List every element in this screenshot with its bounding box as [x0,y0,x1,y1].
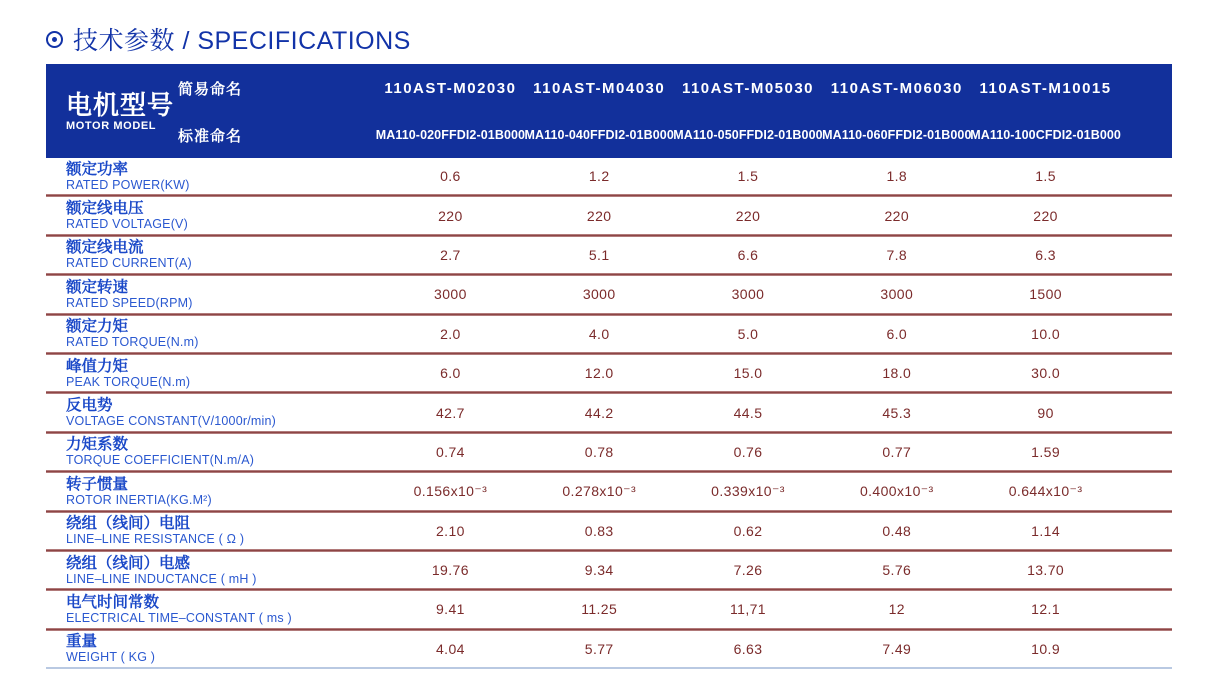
section-title-text: 技术参数 / SPECIFICATIONS [73,27,411,55]
row-rated-torque [46,316,1172,352]
row-label [66,476,376,507]
spec-value-cell: 2.7 [440,246,461,263]
spec-value-cell: 1.5 [1035,168,1056,185]
model-column-header [674,64,823,158]
row-label-en: RATED TORQUE(N.m) [66,335,199,350]
header-label-area [66,64,376,158]
row-voltage-constant [46,394,1172,430]
spec-value-cell: 3000 [582,286,616,303]
spec-value-cell: 3000 [731,286,765,303]
row-label-en: ROTOR INERTIA(KG.M²) [66,492,212,507]
spec-value-cell: 0.400x10⁻³ [859,482,934,499]
model-standard-name: MA110-100CFDI2-01B000 [970,128,1121,142]
spec-value-cell: 11.25 [581,601,618,618]
row-label-zh: 额定线电流 [66,239,144,257]
circle-dot-icon [46,31,63,48]
row-label-zh: 转子惯量 [66,475,129,493]
row-label-zh: 绕组（线间）电感 [66,554,191,572]
model-column-header [971,64,1120,158]
row-label-zh: 绕组（线间）电阻 [66,515,191,533]
spec-value-cell: 220 [586,207,612,224]
row-label-en: WEIGHT ( KG ) [66,650,156,665]
row-label-zh: 电气时间常数 [66,593,160,611]
spec-value-cell: 12.1 [1031,601,1061,618]
spec-value-cell: 10.9 [1031,640,1061,657]
model-standard-name: MA110-020FFDI2-01B000 [375,128,526,142]
row-label [66,633,376,664]
row-label-en: RATED VOLTAGE(V) [66,217,188,232]
spec-value-cell: 7.26 [733,562,763,579]
spec-value-cell: 6.6 [737,246,759,263]
model-simple-name: 110AST-M06030 [830,79,963,97]
spec-value-cell: 45.3 [882,404,912,421]
section-title [46,21,411,57]
row-rated-power [46,158,1172,194]
spec-value-cell: 6.0 [886,325,908,342]
spec-value-cell: 220 [1033,207,1058,224]
row-rated-voltage [46,197,1172,233]
spec-value-cell: 220 [735,207,761,224]
row-label [66,397,376,428]
spec-value-cell: 30.0 [1031,365,1061,382]
model-column-header [525,64,674,158]
row-label-en: RATED CURRENT(A) [66,256,192,271]
naming-labels [178,64,376,158]
table-header [46,64,1172,158]
row-label [66,239,376,270]
row-label-zh: 反电势 [66,397,113,415]
spec-value-cell: 0.278x10⁻³ [562,482,637,499]
row-label [66,594,376,625]
model-simple-name: 110AST-M05030 [681,79,815,97]
row-label-en: PEAK TORQUE(N.m) [66,374,191,389]
corner-title-en: MOTOR MODEL [66,119,157,132]
spec-value-cell: 15.0 [733,365,763,382]
spec-value-cell: 2.10 [435,522,465,539]
row-label-en: LINE–LINE RESISTANCE ( Ω ) [66,532,245,547]
spec-value-cell: 0.48 [882,522,912,539]
model-simple-name: 110AST-M10015 [979,79,1112,97]
row-label [66,200,376,231]
row-label-zh: 重量 [66,633,98,651]
row-label [66,555,376,586]
spec-value-cell: 0.339x10⁻³ [711,482,785,499]
row-label [66,358,376,389]
model-simple-name: 110AST-M04030 [533,79,666,97]
spec-value-cell: 0.74 [435,443,465,460]
spec-value-cell: 44.5 [733,404,763,421]
row-label-zh: 额定转速 [66,278,129,296]
spec-value-cell: 0.77 [882,443,912,460]
spec-value-cell: 0.78 [584,443,614,460]
row-weight [46,631,1172,667]
spec-value-cell: 1.2 [588,168,610,185]
spec-value-cell: 1.59 [1031,443,1061,460]
spec-value-cell: 12.0 [584,365,614,382]
row-rotor-inertia [46,473,1172,509]
row-label-zh: 额定线电压 [66,200,144,218]
spec-value-cell: 19.76 [431,562,469,579]
row-rated-current [46,237,1172,273]
model-standard-name: MA110-040FFDI2-01B000 [524,128,674,142]
spec-value-cell: 0.6 [440,168,461,185]
spec-value-cell: 7.49 [882,640,912,657]
spec-value-cell: 9.41 [435,601,465,618]
spec-value-cell: 13.70 [1027,562,1065,579]
spec-value-cell: 0.644x10⁻³ [1008,482,1083,499]
spec-value-cell: 5.0 [737,325,759,342]
corner-title-zh: 电机型号 [66,89,175,120]
spec-value-cell: 2.0 [440,325,461,342]
spec-value-cell: 42.7 [435,404,465,421]
row-label-zh: 额定功率 [66,160,129,178]
row-label-en: LINE–LINE INDUCTANCE ( mH ) [66,571,257,586]
spec-value-cell: 12 [888,601,905,618]
row-label-en: RATED SPEED(RPM) [66,295,193,310]
row-label-en: ELECTRICAL TIME–CONSTANT ( ms ) [66,610,292,625]
spec-value-cell: 9.34 [584,562,614,579]
model-simple-name: 110AST-M02030 [384,79,517,97]
spec-value-cell: 3000 [434,286,467,303]
spec-value-cell: 4.0 [588,325,610,342]
spec-value-cell: 7.8 [886,246,908,263]
model-standard-name: MA110-060FFDI2-01B000 [822,128,972,142]
spec-value-cell: 18.0 [882,365,912,382]
spec-value-cell: 1.14 [1031,522,1061,539]
spec-value-cell: 1.5 [737,168,759,185]
model-column-header [376,64,525,158]
specifications-table [46,64,1172,669]
spec-value-cell: 0.76 [733,443,763,460]
spec-value-cell: 5.1 [588,246,610,263]
naming-label-standard: 标准命名 [178,127,243,145]
row-label-en: RATED POWER(KW) [66,177,190,192]
naming-label-simple: 简易命名 [178,80,243,98]
spec-value-cell: 6.3 [1035,246,1056,263]
spec-value-cell: 5.77 [584,640,614,657]
row-label [66,318,376,349]
table-bottom-border [46,667,1172,669]
spec-value-cell: 5.76 [882,562,912,579]
spec-value-cell: 6.0 [440,365,461,382]
spec-value-cell: 90 [1037,404,1054,421]
spec-value-cell: 3000 [880,286,914,303]
spec-value-cell: 1.8 [886,168,908,185]
spec-value-cell: 1500 [1029,286,1062,303]
spec-value-cell: 0.83 [584,522,614,539]
row-rated-speed [46,276,1172,312]
spec-value-cell: 44.2 [584,404,614,421]
spec-value-cell: 4.04 [435,640,465,657]
spec-value-cell: 0.62 [733,522,763,539]
model-standard-name: MA110-050FFDI2-01B000 [673,128,823,142]
row-label [66,515,376,546]
row-electrical-time-constant [46,591,1172,627]
row-label [66,161,376,192]
spec-value-cell: 0.156x10⁻³ [413,482,488,499]
row-label-zh: 额定力矩 [66,318,129,336]
row-line-line-inductance [46,552,1172,588]
spec-value-cell: 10.0 [1031,325,1061,342]
row-label [66,436,376,467]
spec-value-cell: 11,71 [729,601,766,618]
row-label [66,279,376,310]
row-label-en: VOLTAGE CONSTANT(V/1000r/min) [66,414,277,429]
row-label-zh: 峰值力矩 [66,357,129,375]
model-column-header [822,64,971,158]
spec-value-cell: 6.63 [733,640,763,657]
motor-model-corner [66,64,178,158]
spec-value-cell: 220 [438,207,463,224]
row-label-zh: 力矩系数 [66,436,129,454]
row-peak-torque [46,355,1172,391]
row-torque-coefficient [46,434,1172,470]
row-line-line-resistance [46,513,1172,549]
spec-value-cell: 220 [884,207,910,224]
row-label-en: TORQUE COEFFICIENT(N.m/A) [66,453,255,468]
